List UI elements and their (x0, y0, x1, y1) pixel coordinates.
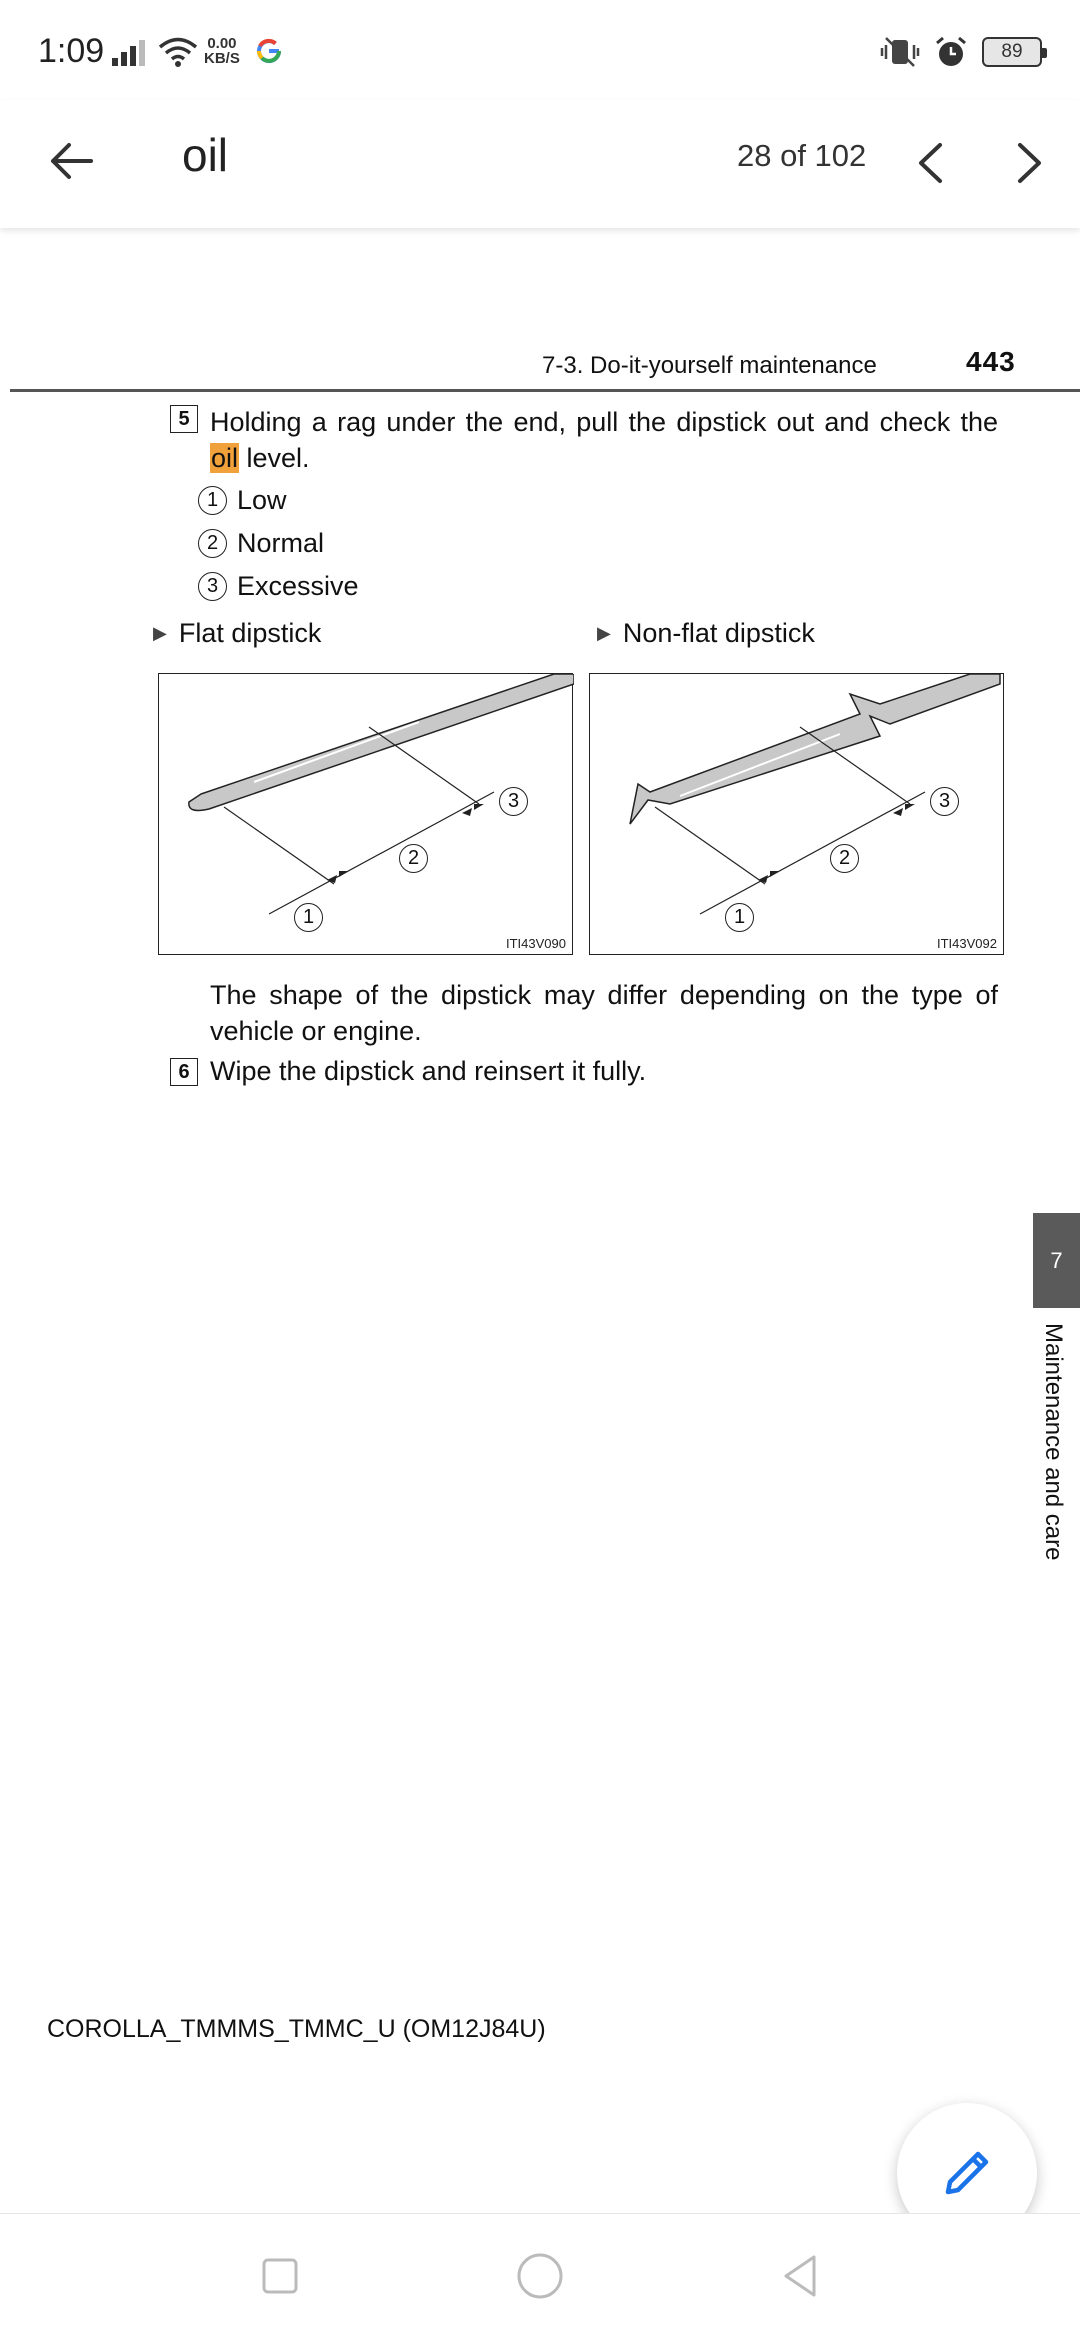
level-excessive-label: Excessive (237, 571, 359, 601)
search-highlight: oil (211, 443, 239, 473)
level-normal (198, 528, 324, 559)
result-count: 28 of 102 (737, 138, 867, 173)
recents-button[interactable] (250, 2246, 310, 2306)
next-result-button[interactable] (1000, 128, 1060, 198)
net-speed-value: 0.00 (207, 35, 237, 52)
previous-result-button[interactable] (900, 128, 960, 198)
wifi-icon (158, 36, 198, 68)
step-6-number: 6 (170, 1058, 198, 1086)
callout-3: 3 (499, 787, 528, 816)
vibrate-icon (880, 36, 920, 68)
flat-dipstick-caption (153, 618, 321, 649)
signal-icon (112, 38, 152, 66)
system-nav-bar (0, 2213, 1080, 2340)
battery-icon: 89 (982, 37, 1042, 67)
callout-1: 1 (725, 903, 754, 932)
non-flat-dipstick-caption-text: Non-flat dipstick (622, 618, 815, 648)
document-footer: COROLLA_TMMMS_TMMC_U (OM12J84U) (47, 2015, 546, 2043)
step-5-number: 5 (170, 405, 198, 433)
system-back-button[interactable] (770, 2246, 830, 2306)
back-button[interactable] (36, 126, 106, 196)
level-low (198, 485, 287, 516)
triangle-bullet-icon: ▶ (153, 623, 167, 643)
non-flat-dipstick-figure (589, 673, 1004, 955)
step-5-text-before: Holding a rag under the end, pull the dipstick out and check the (210, 407, 998, 437)
callout-2: 2 (830, 844, 859, 873)
pencil-icon (940, 2146, 994, 2200)
status-bar (0, 0, 1080, 100)
alarm-icon (934, 35, 968, 69)
search-toolbar (0, 100, 1080, 228)
circle-icon (515, 2251, 565, 2301)
status-time: 1:09 (38, 32, 105, 70)
figure-code: ITI43V090 (506, 936, 566, 951)
figure-code: ITI43V092 (937, 936, 997, 951)
dipstick-note: The shape of the dipstick may differ depending on the type of vehicle or engine. (210, 980, 998, 1046)
level-normal-label: Normal (237, 528, 325, 558)
level-excessive-number: 3 (198, 572, 227, 601)
level-low-number: 1 (198, 486, 227, 515)
search-query[interactable]: oil (182, 129, 229, 181)
level-normal-number: 2 (198, 529, 227, 558)
square-icon (260, 2256, 300, 2296)
chevron-left-icon (915, 141, 945, 185)
home-button[interactable] (510, 2246, 570, 2306)
step-5-text (210, 404, 998, 476)
status-right (880, 32, 1042, 72)
callout-3: 3 (930, 787, 959, 816)
level-excessive (198, 571, 359, 602)
arrow-left-icon (47, 141, 95, 181)
page-number: 443 (966, 346, 1016, 377)
triangle-back-icon (780, 2253, 820, 2299)
section-header: 7-3. Do-it-yourself maintenance (542, 352, 877, 379)
step-6-text: Wipe the dipstick and reinsert it fully. (210, 1056, 647, 1086)
flat-dipstick-figure (158, 673, 573, 955)
google-icon (254, 36, 284, 66)
flat-dipstick-caption-text: Flat dipstick (178, 618, 322, 648)
document-page[interactable] (0, 228, 1080, 2213)
step-5-text-after: level. (239, 443, 310, 473)
chapter-label: Maintenance and care (1040, 1323, 1067, 1561)
header-rule (10, 389, 1080, 392)
non-flat-dipstick-caption (597, 618, 815, 649)
chevron-right-icon (1015, 141, 1045, 185)
triangle-bullet-icon: ▶ (597, 623, 611, 643)
chapter-tab: 7 (1033, 1213, 1080, 1308)
callout-1: 1 (294, 903, 323, 932)
callout-2: 2 (399, 844, 428, 873)
level-low-label: Low (237, 485, 287, 515)
net-speed-unit: KB/S (204, 50, 240, 67)
net-speed (204, 36, 240, 66)
